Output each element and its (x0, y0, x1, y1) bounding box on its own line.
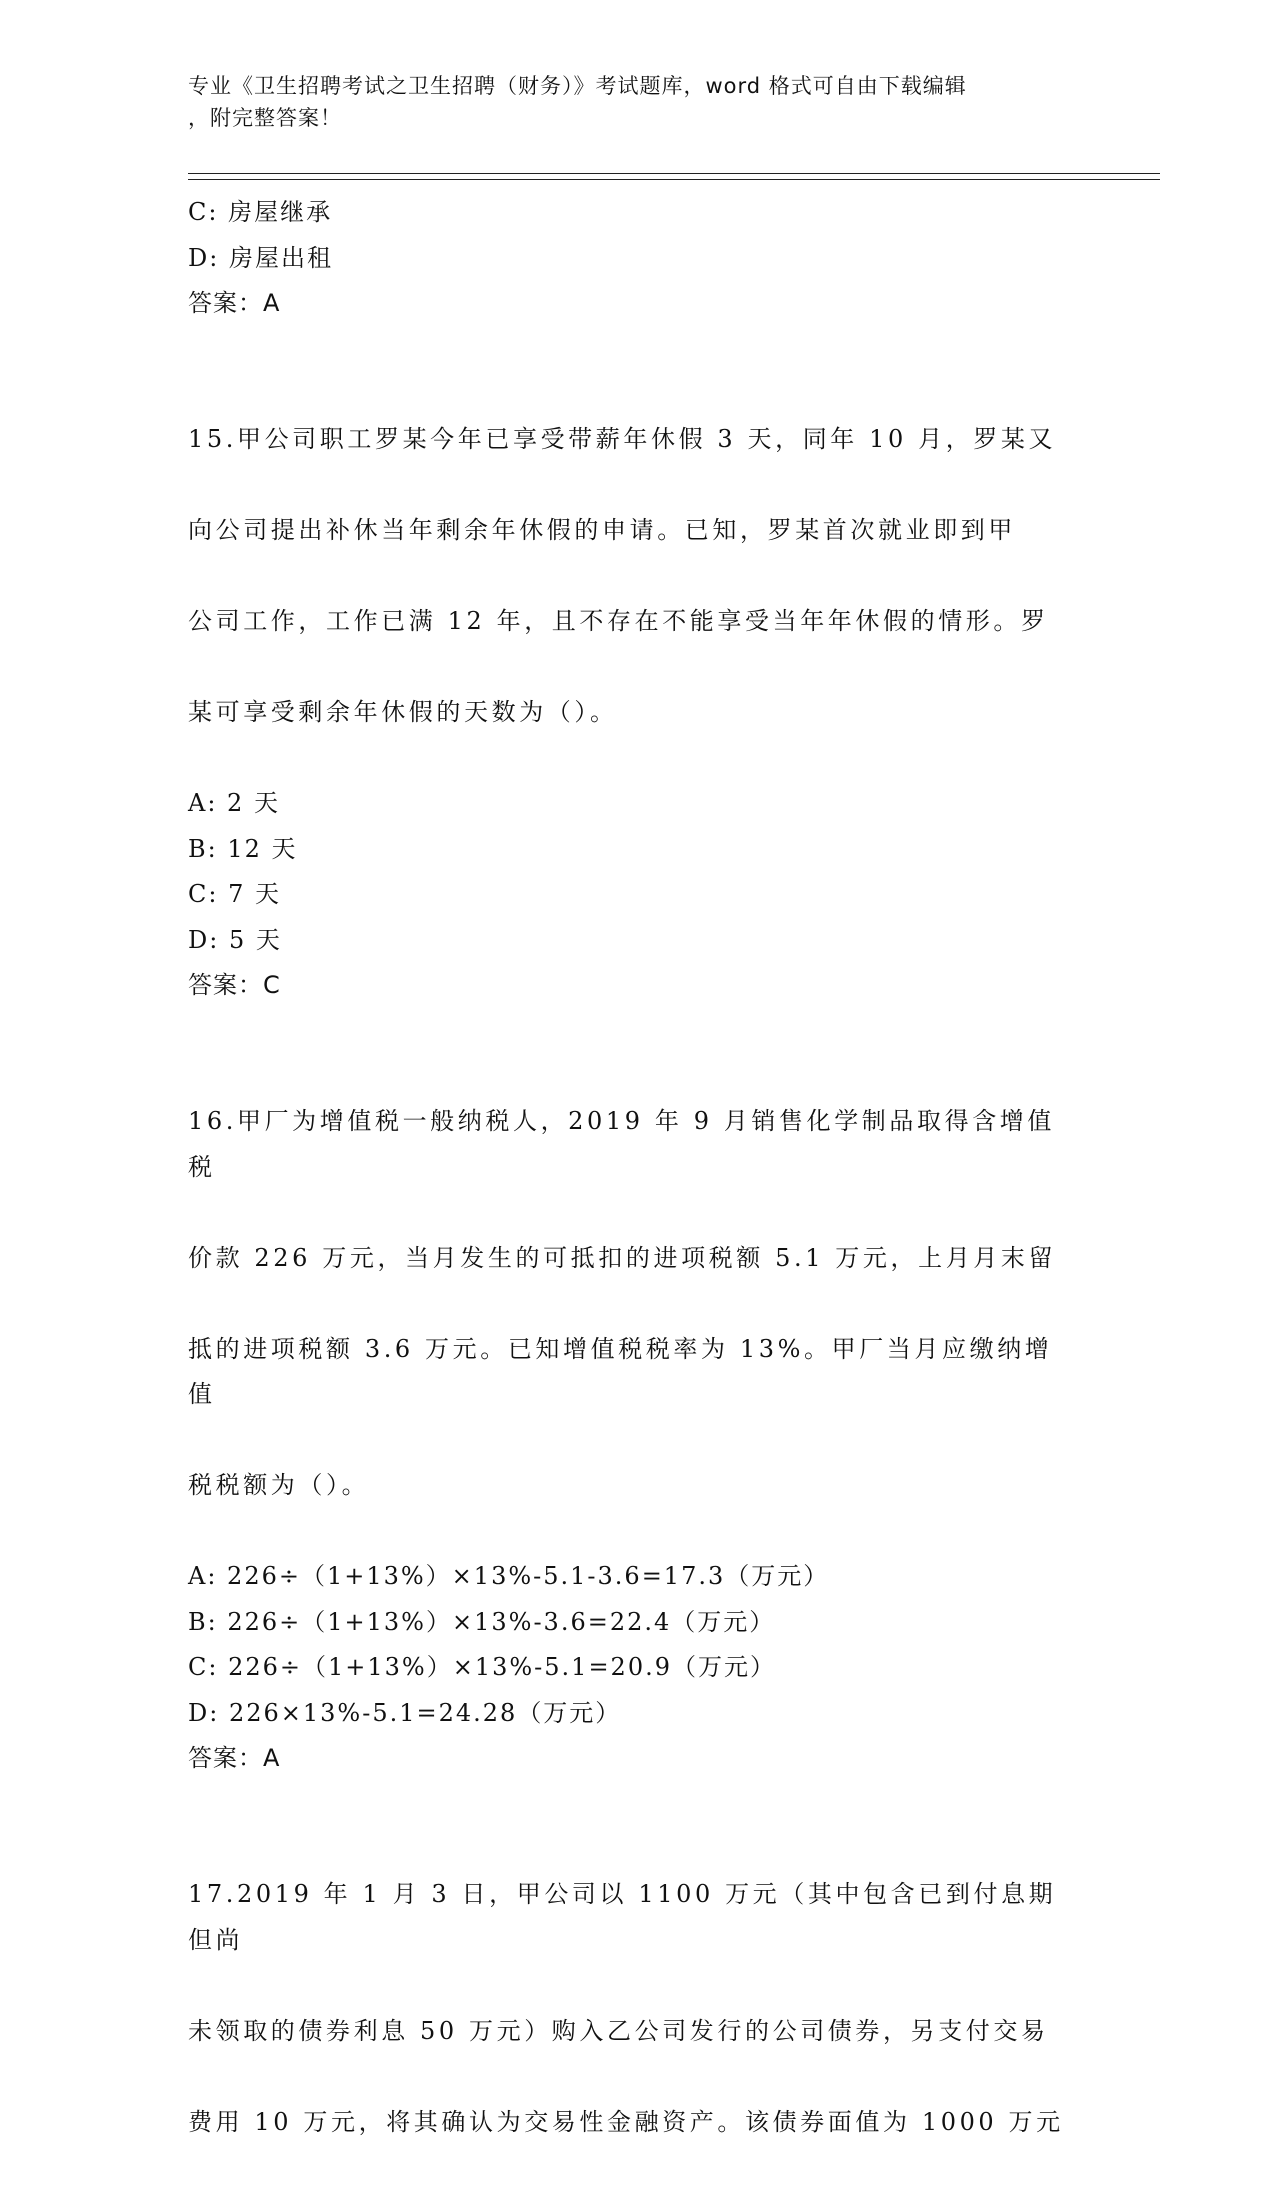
option-d: D: 226×13%-5.1=24.28（万元） (188, 1698, 622, 1727)
spacer (188, 1009, 1088, 1054)
question-15 (188, 372, 1088, 1009)
answer-line: 答案：A (188, 289, 281, 317)
option-c: C: 226÷（1+13%）×13%-5.1=20.9（万元） (188, 1653, 776, 1681)
answer-line: 答案：A (188, 1744, 281, 1772)
question-14-tail (188, 190, 1088, 327)
question-text (188, 372, 1068, 782)
header-line-1: 专业《卫生招聘考试之卫生招聘（财务）》考试题库，word 格式可自由下载编辑 (188, 74, 967, 98)
header-line-2: ，附完整答案！ (188, 106, 342, 130)
question-line: 抵的进项税额 3.6 万元。已知增值税税率为 13%。甲厂当月应缴纳增值 (188, 1334, 1053, 1408)
question-line: 税税额为（）。 (188, 1471, 370, 1499)
answer-line: 答案：C (188, 971, 281, 999)
question-line: 费用 10 万元，将其确认为交易性金融资产。该债券面值为 1000 万元 (188, 2107, 1064, 2136)
question-line: 16.甲厂为增值税一般纳税人，2019 年 9 月销售化学制品取得含增值税 (188, 1107, 1056, 1181)
option-d: D: 房屋出租 (188, 243, 333, 272)
question-line: 向公司提出补休当年剩余年休假的申请。已知，罗某首次就业即到甲 (188, 516, 1016, 544)
option-a: A: 226÷（1+13%）×13%-5.1-3.6=17.3（万元） (188, 1562, 830, 1590)
question-line: 15.甲公司职工罗某今年已享受带薪年休假 3 天，同年 10 月，罗某又 (188, 425, 1057, 453)
question-text (188, 1054, 1068, 1555)
spacer (188, 327, 1088, 372)
option-c: C: 7 天 (188, 880, 281, 908)
option-a: A: 2 天 (188, 789, 280, 817)
option-c: C: 房屋继承 (188, 198, 333, 226)
question-line: 公司工作，工作已满 12 年，且不存在不能享受当年年休假的情形。罗 (188, 607, 1049, 635)
option-b: B: 12 天 (188, 834, 298, 863)
question-line: 某可享受剩余年休假的天数为（）。 (188, 698, 618, 726)
question-line: 17.2019 年 1 月 3 日，甲公司以 1100 万元（其中包含已到付息期但尚 (188, 1880, 1057, 1954)
question-text (188, 1827, 1068, 2191)
document-body (188, 190, 1088, 2191)
header-divider-top (188, 173, 1160, 174)
option-d: D: 5 天 (188, 925, 282, 954)
document-header (188, 70, 1088, 134)
header-divider-bottom (188, 179, 1160, 180)
question-line: 价款 226 万元，当月发生的可抵扣的进项税额 5.1 万元，上月月末留 (188, 1243, 1057, 1272)
option-b: B: 226÷（1+13%）×13%-3.6=22.4（万元） (188, 1607, 776, 1636)
spacer (188, 1782, 1088, 1827)
question-17 (188, 1827, 1088, 2191)
question-line: 未领取的债券利息 50 万元）购入乙公司发行的公司债券，另支付交易 (188, 2016, 1049, 2045)
question-16 (188, 1054, 1088, 1782)
